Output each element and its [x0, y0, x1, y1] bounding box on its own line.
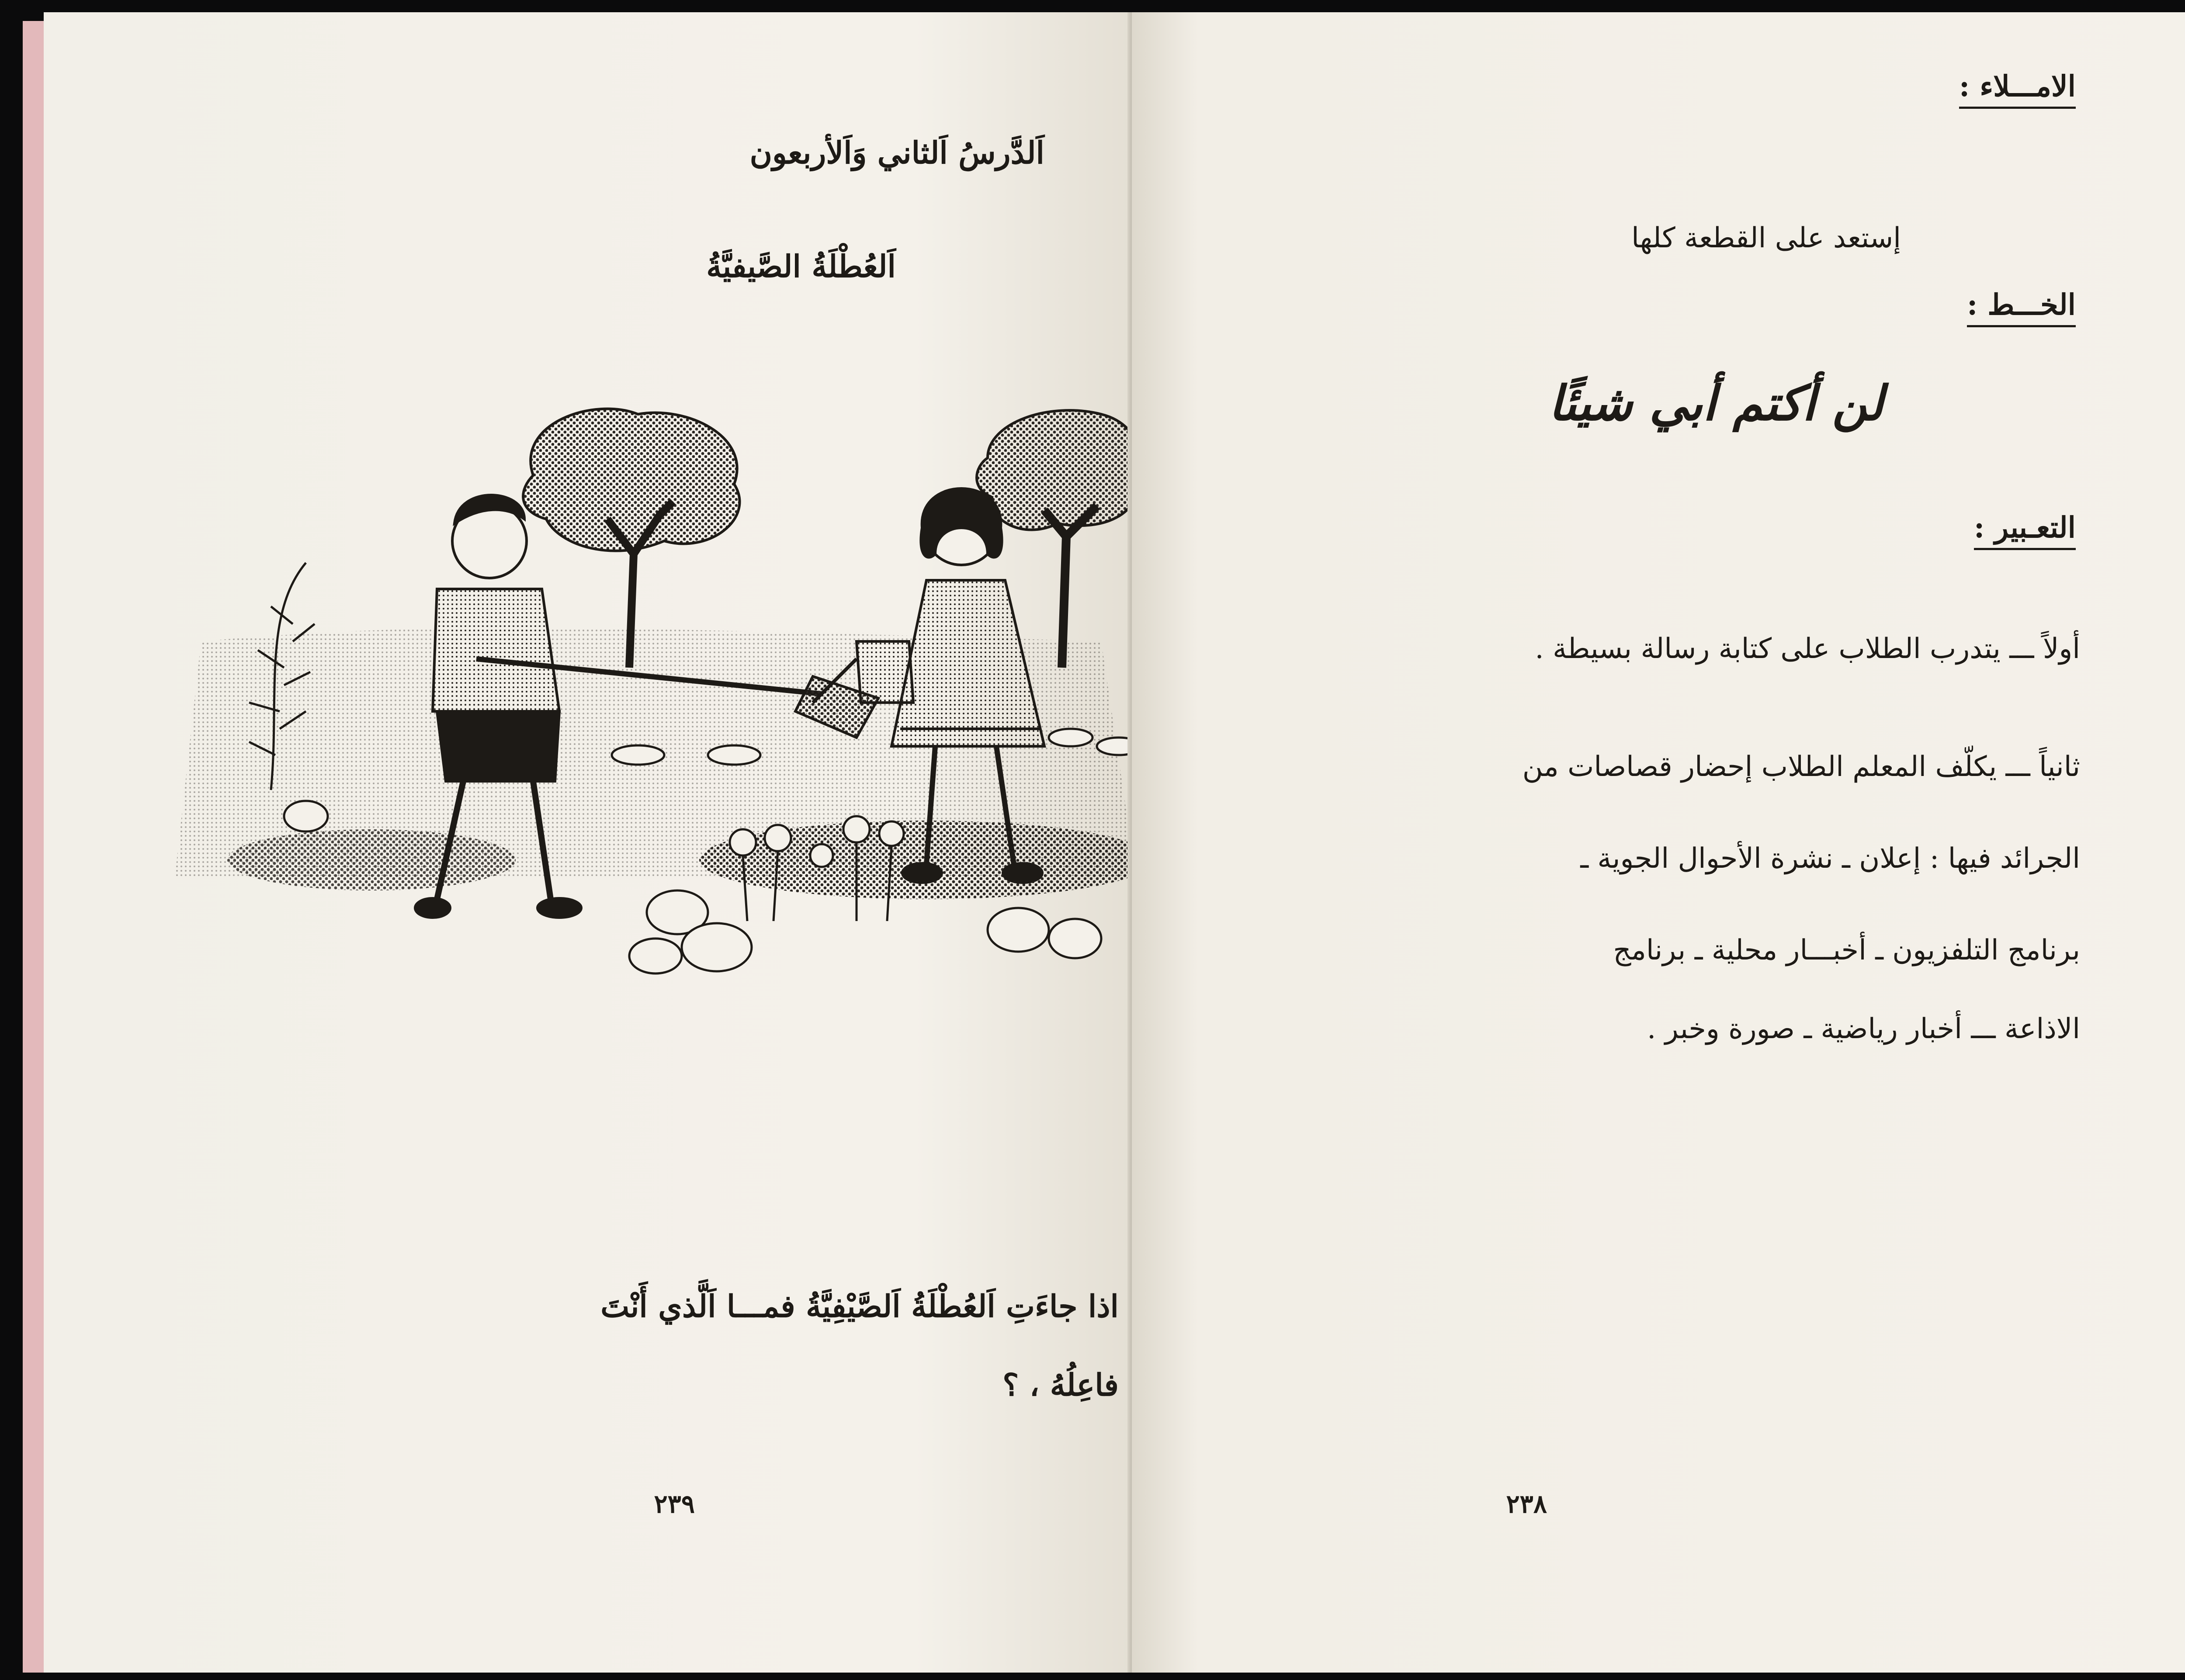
- handwriting-sentence: لن أكتم أبي شيئًا: [1548, 375, 1883, 431]
- lesson-subtitle: اَلعُطْلَةُ الصَّيفيَّةُ: [706, 248, 896, 284]
- right-page: [1132, 12, 2185, 1673]
- expression-line-5: الاذاعة ـــ أخبار رياضية ـ صورة وخبر .: [1647, 1013, 2080, 1045]
- expression-line-2: ثانياً ـــ يكلّف المعلم الطلاب إحضار قصاصات من: [1522, 751, 2080, 783]
- open-book: [17, 3, 2185, 1677]
- question-line-1: اذا جاءَتِ اَلعُطْلَةُ اَلصَّيْفِيَّةُ فمـــا اَلَّذي أَنْتَ: [600, 1288, 1119, 1324]
- lesson-title: اَلدَّرسُ اَلثاني وَاَلأربعون: [749, 135, 1044, 171]
- children-gardening-illustration: [175, 397, 1145, 1026]
- cover-edge: [23, 21, 44, 1673]
- page-number-right: ٢٣٨: [1506, 1489, 1547, 1519]
- left-page: [44, 12, 1132, 1673]
- page-number-left: ٢٣٩: [654, 1489, 695, 1519]
- expression-line-1: أولاً ـــ يتدرب الطلاب على كتابة رسالة بسيطة .: [1535, 633, 2080, 665]
- question-line-2: فاعِلُهُ ، ؟: [1002, 1367, 1119, 1403]
- dictation-title: الامـــلاء :: [1959, 69, 2076, 109]
- expression-title: التعـبير :: [1974, 510, 2076, 550]
- dictation-text: إستعد على القطعة كلها: [1631, 222, 1901, 254]
- expression-line-4: برنامج التلفزيون ـ أخبـــار محلية ـ برنامج: [1613, 934, 2080, 966]
- expression-line-3: الجرائد فيها : إعلان ـ نشرة الأحوال الجوية ـ: [1580, 842, 2080, 875]
- handwriting-title: الخـــط :: [1967, 288, 2076, 327]
